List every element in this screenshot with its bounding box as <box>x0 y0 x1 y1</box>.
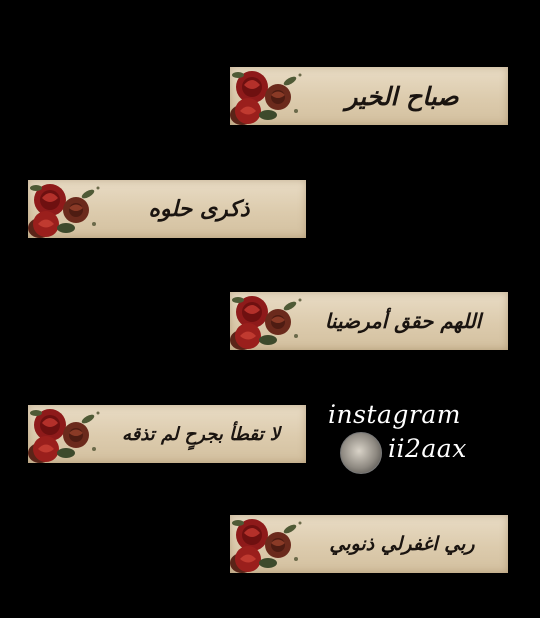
quote-card-5 <box>230 515 508 573</box>
quote-text: ذكرى حلوه <box>148 196 250 222</box>
quote-card-4 <box>28 405 306 463</box>
watermark-handle: ii2aax <box>388 434 467 463</box>
watermark-label: instagram <box>328 400 461 429</box>
quote-card-2 <box>28 180 306 238</box>
quote-card-1 <box>230 67 508 125</box>
quote-text: اللهم حقق أمرضينا <box>324 309 482 333</box>
quote-text: ربي اغفرلي ذنوبي <box>329 533 475 555</box>
roses-icon <box>230 67 308 125</box>
quote-text: لا تقطأ بجرحٍ لم تذقه <box>121 423 281 445</box>
quote-text: صباح الخير <box>345 81 459 111</box>
roses-icon <box>230 515 308 573</box>
roses-icon <box>230 292 308 350</box>
roses-icon <box>28 405 106 463</box>
roses-icon <box>28 180 106 238</box>
instagram-watermark <box>326 398 526 478</box>
quote-card-3 <box>230 292 508 350</box>
avatar <box>340 432 382 474</box>
